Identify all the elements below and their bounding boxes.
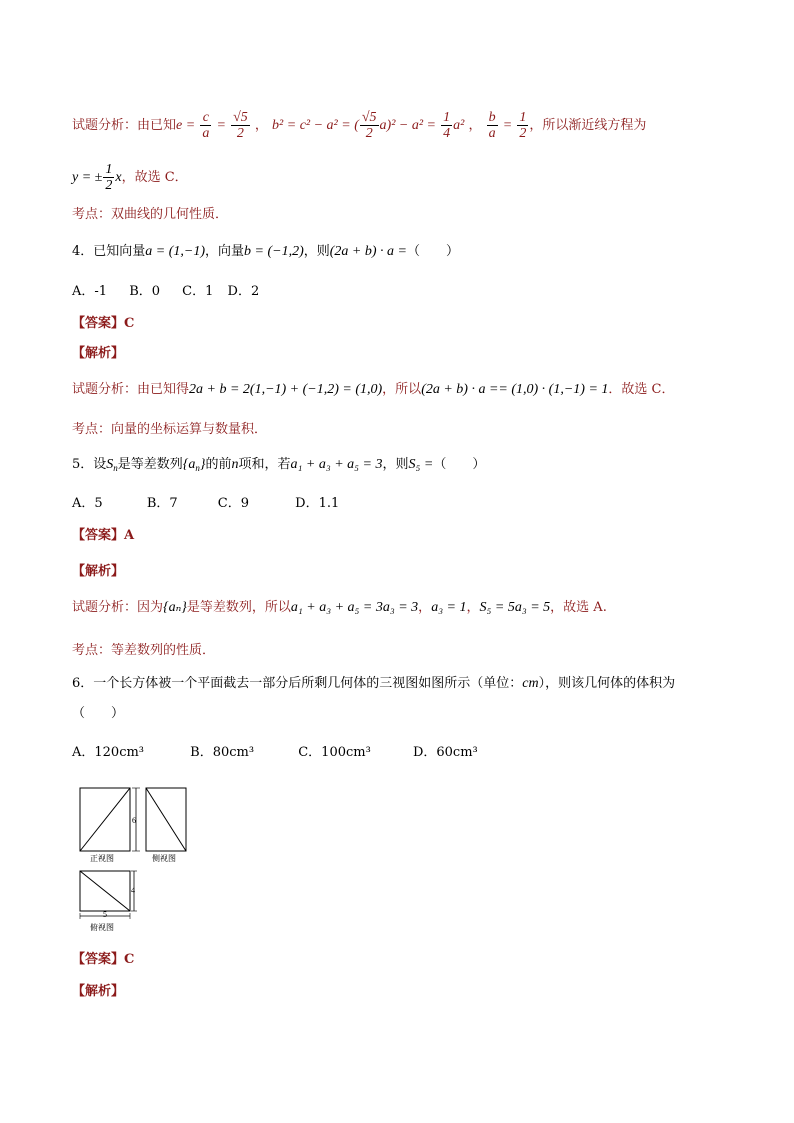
q4-point: 考点：向量的坐标运算与数量积． [72,422,268,437]
q3-solution-line2: y = ± $\frac{1}{2}$ x，故选 C． [72,162,188,193]
front-view-label: 正视图 [90,854,114,863]
option-d: D．1.1 [295,496,340,511]
option-c: C．100cm³ [298,745,371,760]
q5-point: 考点：等差数列的性质． [72,643,216,658]
q6-answer: 【答案】C [72,952,135,967]
q6-analysis-tag: 【解析】 [72,984,125,999]
option-a: A．-1 [72,284,108,299]
q4-stem: 4．已知向量a = (1,−1)，向量b = (−1,2)，则(2a + b) · a =（ ） [72,244,459,259]
option-b: B．80cm³ [190,745,255,760]
fraction: $\frac{b}{a}$ [488,110,496,141]
vector-a: a = (1,−1) [145,244,205,259]
side-view [146,788,186,863]
option-d: D．2 [227,284,260,299]
fraction: $\frac{c}{a}$ [202,110,210,141]
q5-analysis-tag: 【解析】 [72,564,125,579]
q5-answer: 【答案】A [72,528,135,543]
option-b: B．0 [129,284,161,299]
fraction: $\frac{√5}{2}$ [361,110,377,141]
q5-solution: 试题分析：因为{aₙ}是等差数列，所以a₁ + a₃ + a₅ = 3a₃ = 3，a₃ = 1，S₅ = 5a₃ = 5，故选 A. [72,600,607,615]
option-a: A．120cm³ [72,745,145,760]
option-c: C．9 [217,496,249,511]
q6-options [72,743,478,763]
vector-b: b = (−1,2) [244,244,304,259]
q6-stem-paren: （ ） [72,706,125,721]
option-d: D．60cm³ [412,745,478,760]
side-view-label: 侧视图 [152,854,176,863]
dim-6: 6 [132,816,136,825]
q3-solution-line1: 试题分析：由已知e = $\frac{c}{a}$ = $\frac{√5}{2}$ ， b² = c² − a² = ( $\frac{√5}{2}$ a)² − a² = $\frac{1}{4}$ a² ， $\frac{b}{a}$ = $\frac{1}{2}$ ，所以渐近线方程为 [72,110,647,141]
fraction: $\frac{1}{2}$ [519,110,527,141]
q5-options [72,494,339,514]
q5-stem: 5．设$S_n$是等差数列$\{a_n\}$的前n项和，若a₁ + a₃ + a₅ = 3，则S₅ =（ ） [72,457,486,473]
q4-options [72,282,259,302]
fraction: $\frac{√5}{2}$ [233,110,248,141]
option-c: C．1 [182,284,214,299]
top-view [80,871,137,932]
fraction: $\frac{1}{4}$ [443,110,451,141]
q4-solution: 试题分析：由已知得2a + b = 2(1,−1) + (−1,2) = (1,0)，所以(2a + b) · a == (1,0) · (1,−1) = 1．故选 C． [72,382,675,397]
option-b: B．7 [146,496,178,511]
q3-point: 考点：双曲线的几何性质． [72,207,229,222]
three-view-figure [76,785,196,935]
top-view-label: 俯视图 [90,923,114,932]
option-a: A．5 [72,496,103,511]
fraction: $\frac{1}{2}$ [105,162,113,193]
q4-answer: 【答案】C [72,316,135,331]
q4-analysis-tag: 【解析】 [72,346,125,361]
dim-5: 5 [103,910,107,919]
q6-stem: 6．一个长方体被一个平面截去一部分后所剩几何体的三视图如图所示（单位：cm），则该几何体的体积为 [72,676,676,691]
front-view [80,788,140,863]
dim-4: 4 [131,886,135,895]
